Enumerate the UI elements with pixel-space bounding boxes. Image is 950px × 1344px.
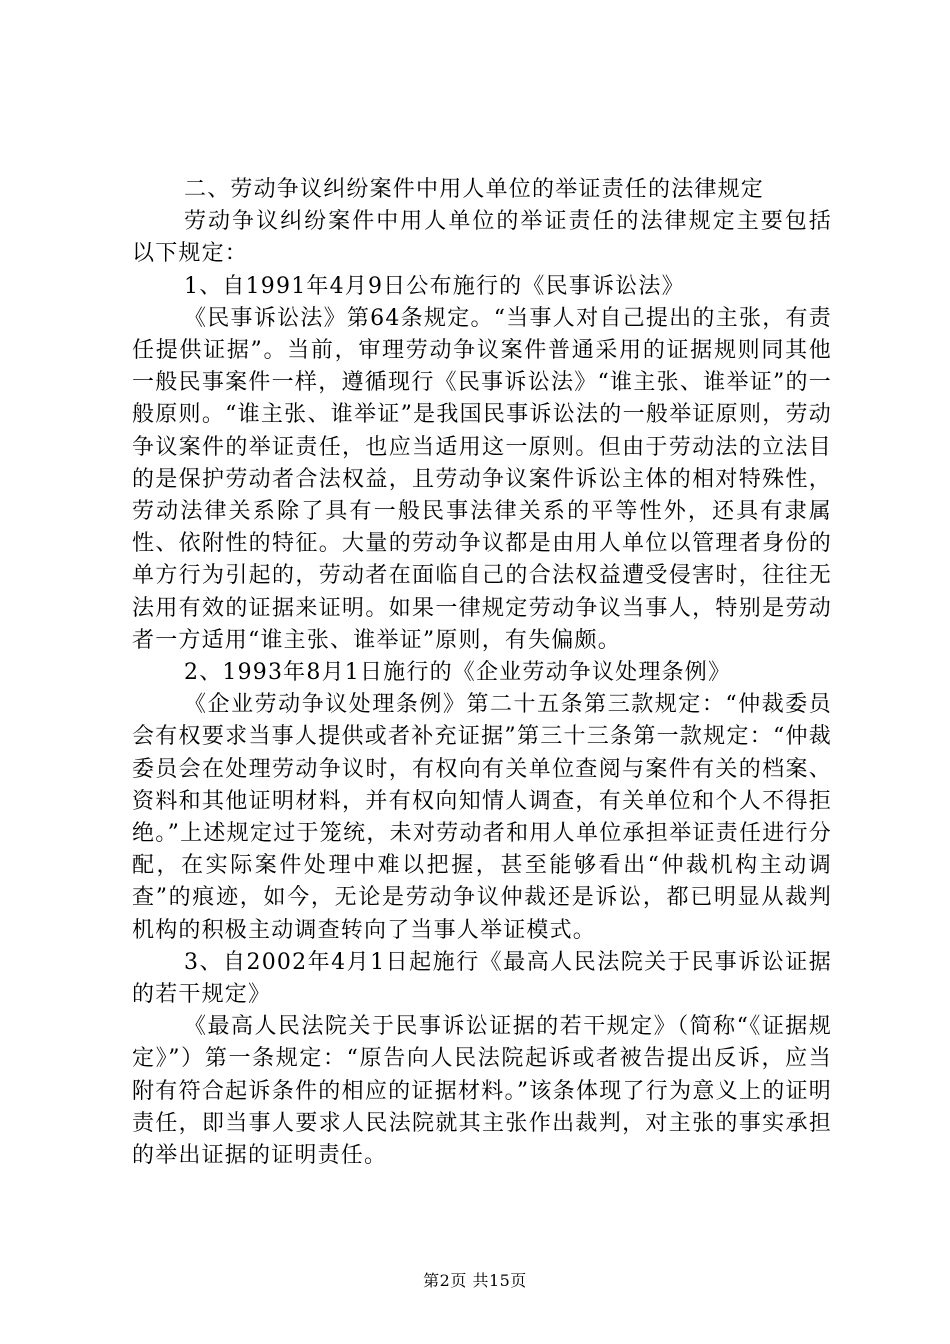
subsection-title-3: 3、自2002年4月1日起施行《最高人民法院关于民事诉讼证据的若干规定》 (132, 949, 832, 1008)
subsection-body-3: 《最高人民法院关于民事诉讼证据的若干规定》（简称“《证据规定》”）第一条规定：“原告向人民法院起诉或者被告提出反诉，应当附有符合起诉条件的相应的证据材料。”该条体现了行为意义上的证明责任，即当事人要求人民法院就其主张作出裁判，对主张的事实承担的举出证据的证明责任。 (132, 1014, 832, 1169)
section-heading: 二、劳动争议纠纷案件中用人单位的举证责任的法律规定 (184, 177, 765, 202)
subsection-body-1: 《民事诉讼法》第64条规定。“当事人对自己提出的主张，有责任提供证据”。当前，审理劳动争议案件普通采用的证据规则同其他一般民事案件一样，遵循现行《民事诉讼法》“谁主张、谁举证”的一般原则。“谁主张、谁举证”是我国民事诉讼法的一般举证原则，劳动争议案件的举证责任，也应当适用这一原则。但由于劳动法的立法目的是保护劳动者合法权益，且劳动争议案件诉讼主体的相对特殊性，劳动法律关系除了具有一般民事法律关系的平等性外，还具有隶属性、依附性的特征。大量的劳动争议都是由用人单位以管理者身份的单方行为引起的，劳动者在面临自己的合法权益遭受侵害时，往往无法用有效的证据来证明。如果一律规定劳动争议当事人，特别是劳动者一方适用“谁主张、谁举证”原则，有失偏颇。 (132, 305, 832, 653)
page-number-footer: 第2页 共15页 (423, 1271, 527, 1290)
subsection-body-2: 《企业劳动争议处理条例》第二十五条第三款规定：“仲裁委员会有权要求当事人提供或者补充证据”第三十三条第一款规定：“仲裁委员会在处理劳动争议时，有权向有关单位查阅与案件有关的档案、资料和其他证明材料，并有权向知情人调查，有关单位和个人不得拒绝。”上述规定过于笼统，未对劳动者和用人单位承担举证责任进行分配，在实际案件处理中难以把握，甚至能够看出“仲裁机构主动调查”的痕迹，如今，无论是劳动争议仲裁还是诉讼，都已明显从裁判机构的积极主动调查转向了当事人举证模式。 (132, 692, 832, 943)
subsection-title-1: 1、自1991年4月9日公布施行的《民事诉讼法》 (184, 273, 685, 299)
subsection-title-2: 2、1993年8月1日施行的《企业劳动争议处理条例》 (184, 660, 732, 686)
document-body (132, 174, 832, 1172)
intro-paragraph: 劳动争议纠纷案件中用人单位的举证责任的法律规定主要包括以下规定： (132, 209, 832, 267)
